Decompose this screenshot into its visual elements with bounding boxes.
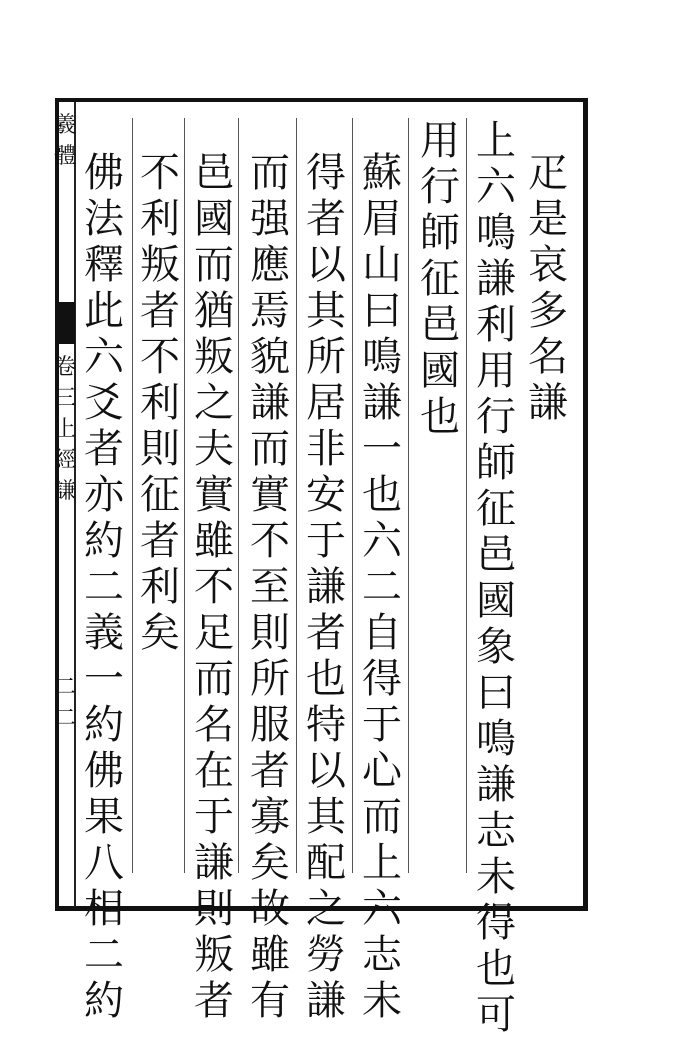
glyph: 多	[528, 288, 568, 334]
glyph: 謙	[306, 564, 346, 610]
glyph: 羲	[54, 113, 77, 138]
glyph: 六	[362, 886, 402, 932]
glyph: 勞	[306, 932, 346, 978]
glyph: 雖	[194, 518, 234, 564]
glyph: 得	[476, 900, 516, 946]
glyph: 不	[140, 334, 180, 380]
glyph: 之	[306, 886, 346, 932]
glyph: 者	[306, 610, 346, 656]
glyph: 邑	[476, 532, 516, 578]
glyph: 叛	[140, 242, 180, 288]
glyph: 一	[362, 426, 402, 472]
glyph: 在	[194, 748, 234, 794]
glyph: 卷	[54, 355, 77, 380]
glyph: 佛	[84, 150, 124, 196]
glyph: 義	[84, 610, 124, 656]
glyph: 貌	[250, 334, 290, 380]
column-divider	[296, 118, 297, 873]
glyph: 二	[54, 706, 77, 731]
text-column-4	[360, 150, 404, 1024]
glyph: 于	[362, 702, 402, 748]
glyph: 國	[420, 348, 460, 394]
glyph: 而	[250, 426, 290, 472]
glyph: 八	[84, 840, 124, 886]
column-divider	[352, 118, 353, 873]
glyph: 服	[250, 702, 290, 748]
glyph: 謙	[250, 380, 290, 426]
glyph: 不	[194, 564, 234, 610]
top-border	[55, 98, 585, 102]
glyph: 一	[84, 656, 124, 702]
glyph: 至	[250, 564, 290, 610]
glyph: 曰	[476, 670, 516, 716]
column-divider	[184, 118, 185, 873]
glyph: 名	[528, 334, 568, 380]
glyph: 上	[476, 118, 516, 164]
glyph: 上	[362, 840, 402, 886]
glyph: 爻	[84, 380, 124, 426]
glyph: 也	[476, 946, 516, 992]
glyph: 利	[476, 302, 516, 348]
glyph: 者	[84, 426, 124, 472]
glyph: 鳴	[362, 334, 402, 380]
glyph: 六	[362, 518, 402, 564]
glyph: 所	[250, 656, 290, 702]
glyph: 經	[54, 448, 77, 473]
glyph: 實	[250, 472, 290, 518]
glyph: 居	[306, 380, 346, 426]
right-border	[583, 98, 588, 911]
glyph: 邑	[420, 302, 460, 348]
glyph: 志	[362, 932, 402, 978]
glyph: 之	[194, 380, 234, 426]
glyph: 心	[362, 748, 402, 794]
text-column-9	[82, 150, 126, 1024]
fishtail-mark	[59, 302, 75, 344]
glyph: 而	[250, 150, 290, 196]
glyph: 征	[476, 486, 516, 532]
glyph: 而	[194, 242, 234, 288]
glyph: 哀	[528, 242, 568, 288]
margin-chapter	[54, 350, 76, 505]
glyph: 謙	[362, 380, 402, 426]
glyph: 得	[362, 656, 402, 702]
glyph: 應	[250, 242, 290, 288]
glyph: 國	[194, 196, 234, 242]
glyph: 足	[194, 610, 234, 656]
glyph: 以	[306, 242, 346, 288]
glyph: 夫	[194, 426, 234, 472]
glyph: 故	[250, 886, 290, 932]
glyph: 六	[84, 334, 124, 380]
margin-page-number	[54, 670, 76, 732]
glyph: 寡	[250, 794, 290, 840]
glyph: 行	[420, 164, 460, 210]
glyph: 配	[306, 840, 346, 886]
glyph: 也	[306, 656, 346, 702]
glyph: 釋	[84, 242, 124, 288]
glyph: 約	[84, 978, 124, 1024]
glyph: 謙	[476, 256, 516, 302]
column-divider	[132, 118, 133, 873]
glyph: 師	[420, 210, 460, 256]
glyph: 未	[476, 854, 516, 900]
glyph: 約	[84, 518, 124, 564]
glyph: 法	[84, 196, 124, 242]
glyph: 鳴	[476, 716, 516, 762]
glyph: 矣	[140, 610, 180, 656]
glyph: 謙	[54, 479, 77, 504]
glyph: 實	[194, 472, 234, 518]
glyph: 利	[140, 196, 180, 242]
glyph: 行	[476, 394, 516, 440]
glyph: 安	[306, 472, 346, 518]
glyph: 得	[306, 150, 346, 196]
glyph: 也	[362, 472, 402, 518]
glyph: 于	[194, 794, 234, 840]
glyph: 矣	[250, 840, 290, 886]
glyph: 則	[250, 610, 290, 656]
glyph: 疋	[528, 150, 568, 196]
text-column-7	[192, 150, 236, 1024]
glyph: 叛	[194, 932, 234, 978]
glyph: 征	[140, 472, 180, 518]
glyph: 果	[84, 794, 124, 840]
glyph: 六	[476, 164, 516, 210]
glyph: 用	[476, 348, 516, 394]
glyph: 者	[306, 196, 346, 242]
glyph: 雖	[250, 932, 290, 978]
glyph: 謙	[306, 978, 346, 1024]
text-column-2	[474, 118, 518, 1038]
glyph: 猶	[194, 288, 234, 334]
glyph: 非	[306, 426, 346, 472]
glyph: 邑	[194, 150, 234, 196]
column-divider	[466, 118, 467, 873]
glyph: 者	[140, 288, 180, 334]
margin-title	[54, 108, 76, 170]
glyph: 未	[362, 978, 402, 1024]
glyph: 其	[306, 794, 346, 840]
glyph: 利	[140, 380, 180, 426]
glyph: 可	[476, 992, 516, 1038]
text-column-1	[526, 150, 570, 426]
text-column-8	[138, 150, 182, 656]
glyph: 相	[84, 886, 124, 932]
glyph: 則	[140, 426, 180, 472]
glyph: 焉	[250, 288, 290, 334]
glyph: 謙	[194, 840, 234, 886]
glyph: 而	[362, 794, 402, 840]
glyph: 二	[84, 932, 124, 978]
glyph: 特	[306, 702, 346, 748]
glyph: 其	[306, 288, 346, 334]
glyph: 曰	[362, 288, 402, 334]
glyph: 眉	[362, 196, 402, 242]
glyph: 者	[140, 518, 180, 564]
glyph: 利	[140, 564, 180, 610]
glyph: 者	[250, 748, 290, 794]
glyph: 上	[54, 417, 77, 442]
glyph: 亦	[84, 472, 124, 518]
column-divider	[408, 118, 409, 873]
glyph: 自	[362, 610, 402, 656]
glyph: 謙	[476, 762, 516, 808]
glyph: 也	[420, 394, 460, 440]
glyph: 象	[476, 624, 516, 670]
glyph: 以	[306, 748, 346, 794]
glyph: 鳴	[476, 210, 516, 256]
glyph: 名	[194, 702, 234, 748]
glyph: 征	[420, 256, 460, 302]
glyph: 則	[194, 886, 234, 932]
glyph: 志	[476, 808, 516, 854]
glyph: 師	[476, 440, 516, 486]
glyph: 者	[194, 978, 234, 1024]
glyph: 二	[362, 564, 402, 610]
glyph: 國	[476, 578, 516, 624]
glyph: 蘇	[362, 150, 402, 196]
glyph: 山	[362, 242, 402, 288]
text-column-5	[304, 150, 348, 1024]
glyph: 二	[84, 564, 124, 610]
glyph: 用	[420, 118, 460, 164]
glyph: 體	[54, 144, 77, 169]
glyph: 不	[250, 518, 290, 564]
glyph: 是	[528, 196, 568, 242]
text-column-6	[248, 150, 292, 1024]
glyph: 三	[54, 386, 77, 411]
glyph: 此	[84, 288, 124, 334]
glyph: 二	[54, 675, 77, 700]
text-column-3	[418, 118, 462, 440]
glyph: 約	[84, 702, 124, 748]
glyph: 于	[306, 518, 346, 564]
glyph: 有	[250, 978, 290, 1024]
glyph: 所	[306, 334, 346, 380]
column-divider	[238, 118, 239, 873]
glyph: 而	[194, 656, 234, 702]
glyph: 不	[140, 150, 180, 196]
glyph: 謙	[528, 380, 568, 426]
glyph: 叛	[194, 334, 234, 380]
glyph: 佛	[84, 748, 124, 794]
glyph: 强	[250, 196, 290, 242]
